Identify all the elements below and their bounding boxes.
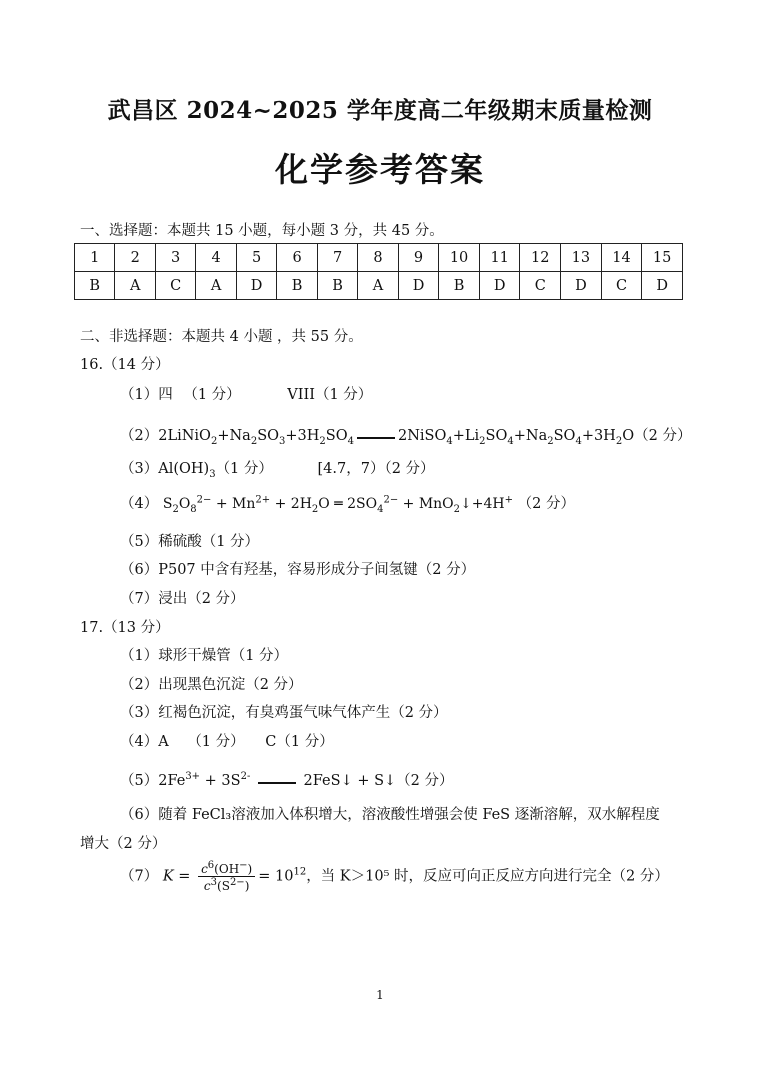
question-number-cell: 12 — [520, 244, 561, 272]
q17-a4-a: （4）A — [120, 734, 169, 750]
q17-a4-score: （1 分） — [187, 734, 245, 750]
q17-answer-4 — [120, 730, 334, 751]
q16-a3-b: [4.7，7）（2 分） — [317, 461, 435, 477]
q16-label: 16.（14 分） — [80, 357, 170, 373]
answer-row — [75, 272, 683, 300]
section2-heading: 二、非选择题：本题共 4 小题 ，共 55 分。 — [80, 329, 363, 345]
answer-cell: D — [642, 272, 683, 300]
answer-cell: D — [479, 272, 520, 300]
q16-a3-score: （1 分） — [215, 461, 273, 477]
q16-a1-b: VIII（1 分） — [287, 387, 373, 403]
q17-label: 17.（13 分） — [80, 620, 170, 636]
answer-cell: B — [277, 272, 317, 300]
answer-key-title: 化学参考答案 — [275, 150, 485, 189]
q16-a4-index: （4） — [120, 496, 159, 512]
q17-a5-index: （5） — [120, 773, 159, 789]
q16-a4-score: （2 分） — [517, 496, 575, 512]
question-number-cell: 5 — [236, 244, 276, 272]
q17-answer-1: （1）球形干燥管（1 分） — [120, 648, 289, 664]
q16-a3-text: （3）Al(OH) — [120, 461, 210, 477]
q16-a3-sub: 3 — [209, 468, 216, 480]
exam-title: 武昌区 2024~2025 学年度高二年级期末质量检测 — [107, 97, 653, 124]
q16-answer-7: （7）浸出（2 分） — [120, 591, 245, 607]
question-number-cell: 11 — [479, 244, 520, 272]
q16-answer-2 — [120, 424, 691, 447]
question-number-cell: 6 — [277, 244, 317, 272]
q17-a7-text: ，当 K＞10⁵ 时，反应可向正反应方向进行完全（2 分） — [306, 868, 669, 885]
q17-answer-3: （3）红褐色沉淀，有臭鸡蛋气味气体产生（2 分） — [120, 705, 448, 721]
q17-a5-score: （2 分） — [396, 773, 454, 789]
q17-answer-6-line1: （6）随着 FeCl₃溶液加入体积增大，溶液酸性增强会使 FeS 逐渐溶解，双水解程度 — [120, 807, 660, 823]
answer-cell: C — [601, 272, 642, 300]
question-number-cell: 9 — [398, 244, 438, 272]
q16-a1-text: （1）四 — [120, 387, 173, 403]
q17-answer-6-line2: 增大（2 分） — [80, 836, 167, 852]
question-number-cell: 1 — [75, 244, 115, 272]
question-number-row — [75, 244, 683, 272]
q16-a2-index: （2） — [120, 428, 159, 444]
q16-answer-4 — [120, 492, 575, 515]
question-number-cell: 14 — [601, 244, 642, 272]
answer-cell: A — [358, 272, 398, 300]
q16-answer-3 — [120, 457, 435, 480]
question-number-cell: 13 — [561, 244, 602, 272]
q16-answer-1 — [120, 383, 372, 404]
answer-cell: A — [196, 272, 236, 300]
question-number-cell: 8 — [358, 244, 398, 272]
q17-a5-equation: $2Fe^{3+} + 3S^{2-}$ 2FeS↓ + S↓ — [158, 771, 397, 789]
answer-cell: B — [75, 272, 115, 300]
q17-a7-index: （7） — [120, 868, 159, 885]
section1-heading: 一、选择题：本题共 15 小题，每小题 3 分，共 45 分。 — [80, 223, 444, 239]
question-number-cell: 2 — [115, 244, 155, 272]
answer-cell: B — [317, 272, 357, 300]
page-number: 1 — [376, 988, 384, 1002]
answer-table — [74, 243, 683, 300]
answer-cell: C — [155, 272, 195, 300]
answer-cell: D — [236, 272, 276, 300]
q16-answer-5: （5）稀硫酸（1 分） — [120, 534, 260, 550]
q16-answer-6: （6）P507 中含有羟基，容易形成分子间氢键（2 分） — [120, 562, 476, 578]
q16-a2-score: （2 分） — [634, 428, 692, 444]
q17-a7-k-symbol: K — [162, 868, 174, 885]
q16-a1-score: （1 分） — [183, 387, 241, 403]
question-number-cell: 15 — [642, 244, 683, 272]
q16-a4-equation: $S_2O_8^{2-} + Mn^{2+} + 2H_2O$ ═ $2SO_4^{2-}$ + MnO$_2$↓+4H+ — [162, 494, 514, 515]
q17-a4-c: C（1 分） — [265, 734, 334, 750]
q17-a7-fraction: $\frac{c^6(OH^-)}{c^3(S^{2-})}$ — [198, 860, 255, 893]
answer-cell: B — [439, 272, 480, 300]
question-number-cell: 10 — [439, 244, 480, 272]
answer-cell: D — [398, 272, 438, 300]
q17-answer-5 — [120, 769, 454, 790]
answer-cell: C — [520, 272, 561, 300]
q17-answer-2: （2）出现黑色沉淀（2 分） — [120, 677, 303, 693]
question-number-cell: 4 — [196, 244, 236, 272]
question-number-cell: 7 — [317, 244, 357, 272]
answer-cell: A — [115, 272, 155, 300]
answer-cell: D — [561, 272, 602, 300]
question-number-cell: 3 — [155, 244, 195, 272]
q16-a2-equation: $2LiNiO_2+Na_2SO_3+3H_2SO_4$ $2NiSO_4+Li_2SO_4+Na_2SO_4+3H_2O$ — [158, 428, 635, 447]
q17-answer-7: （7） K = $\frac{c^6(OH^-)}{c^3(S^{2-})}$ = $10^{12}$，当 K＞10⁵ 时，反应可向正反应方向进行完全（2 分） — [120, 860, 669, 893]
